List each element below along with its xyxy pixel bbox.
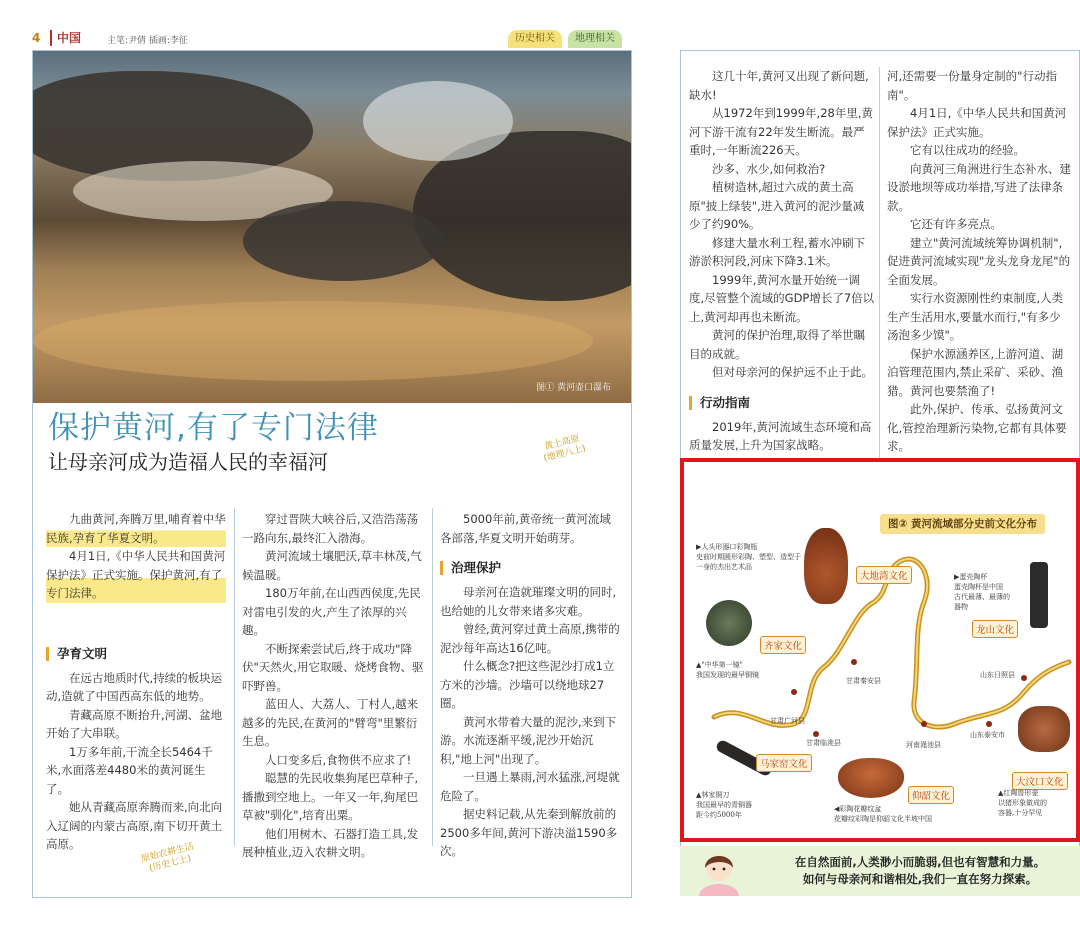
paragraph: 九曲黄河,奔腾万里,哺育着中华民族,孕育了华夏文明。 (46, 510, 226, 547)
paragraph: 河,还需要一份量身定制的"行动指南"。 (887, 69, 1057, 102)
paragraph: 4月1日,《中华人民共和国黄河保护法》正式实施。 (887, 106, 1067, 139)
place-guanghe: 甘肃广河县 (770, 717, 805, 725)
paragraph: 沙多、水少,如何救治? (712, 161, 826, 176)
paragraph: 建立"黄河流域统筹协调机制",促进黄河流域实现"龙头龙身龙尾"的全面发展。 (887, 235, 1071, 287)
culture-map (680, 458, 1080, 842)
note-copper-mirror: ▲"中华第一镜" 我国发现的最早铜镜 (696, 661, 759, 679)
paragraph: 180万年前,在山西西侯度,先民对雷电引发的火,产生了浓厚的兴趣。 (242, 586, 421, 637)
footer-line-1: 在自然面前,人类渺小而脆弱,但也有智慧和力量。 (794, 855, 1046, 869)
paragraph: 向黄河三角洲进行生态补水、建设淤地坝等成功举措,写进了法律条款。 (887, 161, 1071, 213)
paragraph: 修建大量水利工程,蓄水冲刷下游淤积河段,河床下降3.1米。 (689, 235, 866, 268)
paragraph: 从1972年到1999年,28年里,黄河下游干流有22年发生断流。最严重时,一年断流226天。 (689, 106, 873, 157)
head-bottle-icon (804, 528, 848, 604)
avatar (696, 846, 742, 896)
painted-pot-icon (838, 758, 904, 798)
column-2 (242, 510, 424, 862)
credits: 主笔:尹倩 插画:李征 (107, 36, 188, 46)
paragraph: 什么概念?把这些泥沙打成1立方米的沙墙。沙墙可以绕地球27圈。 (440, 659, 615, 710)
paragraph: 它有以往成功的经验。 (910, 143, 1025, 157)
paragraph: 此外,保护、传承、弘扬黄河文化,管控治理新污染物,它都有具体要求。 (887, 402, 1067, 453)
paragraph: 人口变多后,食物供不应求了! (265, 752, 412, 767)
note-painted-pot: ◀彩陶花瓣纹盆 花瓣纹彩陶是仰韶文化半坡中国 (834, 805, 932, 823)
article-subtitle: 让母亲河成为造福人民的幸福河 (48, 450, 328, 474)
place-rizhao: 山东日照县 (980, 671, 1015, 679)
culture-yangshao: 仰韶文化 (908, 786, 954, 804)
column-3 (440, 510, 620, 861)
right-column-2 (887, 67, 1071, 493)
paragraph: 它还有许多亮点。 (910, 217, 1002, 231)
paragraph: 他们用树木、石器打造工具,发展种植业,迈入农耕文明。 (242, 826, 419, 859)
paragraph: 穿过晋陕大峡谷后,又浩浩荡荡一路向东,最终汇入渤海。 (242, 512, 419, 545)
map-title: 图② 黄河流域部分史前文化分布 (880, 514, 1045, 534)
section-heading: 行动指南 (689, 396, 875, 410)
footer-banner (680, 846, 1080, 896)
culture-longshan: 龙山文化 (972, 620, 1018, 638)
section-heading: 孕育文明 (46, 647, 226, 661)
paragraph: 4月1日,《中华人民共和国黄河保护法》正式实施。保护黄河,有了专门法律。 (46, 547, 226, 603)
note-head-bottle: ▶人头形器口彩陶瓶 史前时期圆形彩陶、塑型、造型于 一身的杰出艺术品 (696, 543, 801, 571)
paragraph: 黄河的保护治理,取得了举世瞩目的成就。 (689, 328, 866, 361)
section-heading: 治理保护 (440, 561, 620, 575)
black-cup-icon (1030, 562, 1048, 628)
paragraph: 2019年,黄河流域生态环境和高质量发展,上升为国家战略。 (689, 419, 872, 452)
paragraph: 不断探索尝试后,终于成功"降伏"天然火,用它取暖、烧烤食物、驱吓野兽。 (242, 641, 424, 693)
page-number: 4 (32, 31, 41, 45)
note-geography: 黄土高原 (地理八上) (542, 433, 587, 464)
place-lintao: 甘肃临洮县 (806, 739, 841, 747)
paragraph: 但对母亲河的保护远不止于此。 (712, 365, 873, 379)
note-animal-pot: ▲红陶兽形壶 以猪形象做成的 容器,十分罕见 (998, 789, 1047, 817)
note-bronze-knife: ▲林家铜刀 我国最早的青铜器 距今约5000年 (696, 791, 752, 819)
paragraph: 保护水源涵养区,上游河道、湖泊管理范围内,禁止采矿、采砂、渔猎。黄河也要禁渔了! (887, 346, 1064, 398)
paragraph: 植树造林,超过六成的黄土高原"披上绿装",进入黄河的泥沙量减少了约90%。 (689, 180, 865, 231)
paragraph: 母亲河在造就璀璨文明的同时,也给她的儿女带来诸多灾难。 (440, 585, 617, 618)
note-history: 原始农耕生活 (历史七上) (140, 841, 195, 874)
place-mianchi: 河南渑池县 (906, 741, 941, 749)
paragraph: 蓝田人、大荔人、丁村人,越来越多的先民,在黄河的"臂弯"里繁衍生息。 (242, 697, 419, 748)
paragraph: 黄河水带着大量的泥沙,来到下游。水流逐渐平缓,泥沙开始沉积,"地上河"出现了。 (440, 714, 617, 766)
column-1 (46, 510, 226, 854)
tab-geography[interactable]: 地理相关 (568, 30, 622, 48)
paragraph: 据史料记载,从先秦到解放前的2500多年间,黄河下游决溢1590多次。 (440, 807, 618, 858)
paragraph: 聪慧的先民收集狗尾巴草种子,播撒到空地上。一年又一年,狗尾巴草被"驯化",培育出粟。 (242, 771, 419, 822)
tab-history[interactable]: 历史相关 (508, 30, 562, 48)
article-title: 保护黄河,有了专门法律 (48, 410, 379, 446)
paragraph: 一旦遇上暴雨,河水猛涨,河堤就危险了。 (440, 770, 620, 803)
culture-majiayao: 马家窑文化 (756, 754, 812, 772)
paragraph: 曾经,黄河穿过黄土高原,携带的泥沙每年高达16亿吨。 (440, 622, 620, 655)
place-qinan: 甘肃秦安县 (846, 677, 881, 685)
paragraph: 1999年,黄河水量开始统一调度,尽管整个流域的GDP增长了7倍以上,黄河却再也未断流。 (689, 272, 875, 324)
place-taian: 山东泰安市 (970, 731, 1005, 739)
paragraph: 青藏高原不断抬升,河湖、盆地开始了大串联。 (46, 707, 223, 740)
right-column-1 (689, 67, 875, 473)
footer-text (770, 854, 1070, 888)
waterfall-photo (33, 51, 631, 403)
section-label: 中国 (50, 30, 86, 46)
animal-pot-icon (1018, 706, 1070, 752)
footer-line-2: 如何与母亲河和谐相处,我们一直在努力探索。 (802, 872, 1038, 886)
left-page (32, 28, 632, 896)
note-black-cup: ▶蛋壳陶杯 蛋壳陶杯是中国 古代最薄、最薄的 器物 (954, 573, 1010, 611)
paragraph: 在远古地质时代,持续的板块运动,造就了中国西高东低的地势。 (46, 670, 223, 703)
paragraph: 这几十年,黄河又出现了新问题,缺水! (689, 69, 869, 102)
copper-mirror-icon (706, 600, 752, 646)
culture-dawenkou: 大汶口文化 (1012, 772, 1068, 790)
paragraph: 5000年前,黄帝统一黄河流域各部落,华夏文明开始萌芽。 (440, 512, 611, 545)
page-header (32, 28, 632, 50)
culture-qijia: 齐家文化 (760, 636, 806, 654)
photo-caption: 图① 黄河壶口瀑布 (536, 383, 611, 393)
culture-dadiwan: 大地湾文化 (856, 566, 912, 584)
paragraph: 实行水资源刚性约束制度,人类生产生活用水,要量水而行,"有多少汤泡多少馍"。 (887, 291, 1064, 342)
paragraph: 黄河流域土壤肥沃,草丰林茂,气候温暖。 (242, 549, 422, 582)
paragraph: 1万多年前,干流全长5464千米,水面落差4480米的黄河诞生了。 (46, 744, 213, 796)
paragraph: 她从青藏高原奔腾而来,向北向入辽阔的内蒙古高原,南下切开黄土高原。 (46, 800, 223, 851)
